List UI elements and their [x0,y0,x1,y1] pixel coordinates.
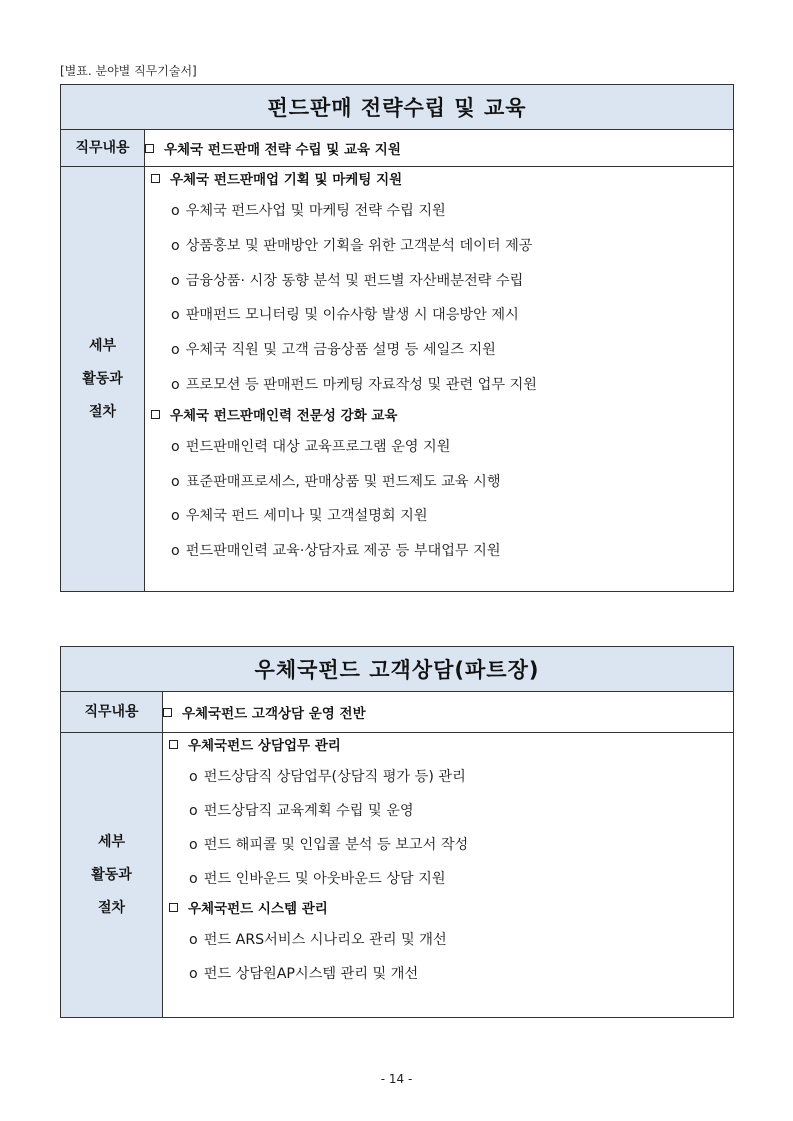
square-bullet-icon [151,174,160,183]
table-title: 우체국펀드 고객상담(파트장) [61,647,734,692]
detail-label-line: 세부 [88,337,117,354]
detail-label [61,167,145,592]
detail-label-line: 절차 [97,899,126,916]
list-item [145,333,733,368]
list-item-text: 펀드판매인력 교육·상담자료 제공 등 부대업무 지원 [185,543,501,560]
duty-content [145,130,734,167]
list-item-text: 펀드상담직 상담업무(상담직 평가 등) 관리 [203,769,466,785]
list-marker: o [189,932,198,948]
list-item-text: 펀드상담직 교육계획 수립 및 운영 [203,803,414,819]
list-item [145,298,733,333]
section-heading-text: 우체국 펀드판매업 기획 및 마케팅 지원 [170,172,403,188]
list-marker: o [171,508,180,525]
section-heading-text: 우체국펀드 상담업무 관리 [188,738,341,754]
list-marker: o [171,376,180,393]
table-title: 펀드판매 전략수립 및 교육 [61,85,734,130]
list-item [145,194,733,229]
list-item [145,368,733,403]
detail-label-line: 활동과 [82,370,123,387]
list-marker: o [189,966,198,982]
detail-content [163,733,734,1018]
list-item [163,957,733,991]
page-number: - 14 - [380,1072,413,1086]
list-item [163,794,733,828]
duty-label: 직무내용 [61,130,145,167]
list-item [163,923,733,957]
detail-label-line: 절차 [88,403,117,420]
duty-label: 직무내용 [61,692,163,733]
list-item-text: 펀드판매인력 대상 교육프로그램 운영 지원 [185,438,451,455]
square-bullet-icon [145,144,154,153]
section-heading [163,733,733,760]
list-item [163,828,733,862]
list-item [145,499,733,534]
list-marker: o [189,769,198,785]
list-item-text: 표준판매프로세스, 판매상품 및 펀드제도 교육 시행 [185,473,501,490]
list-item-text: 상품홍보 및 판매방안 기획을 위한 고객분석 데이터 제공 [185,237,533,254]
list-item [163,862,733,896]
section-heading-text: 우체국펀드 시스템 관리 [188,901,328,917]
job-table-1 [60,84,734,592]
list-item [145,534,733,569]
list-item-text: 펀드 인바운드 및 아웃바운드 상담 지원 [203,871,446,887]
list-marker: o [171,342,180,359]
square-bullet-icon [169,740,178,749]
list-marker: o [171,203,180,219]
list-item [145,229,733,264]
detail-content [145,167,734,592]
square-bullet-icon [151,410,160,419]
list-marker: o [171,237,180,254]
job-table-2 [60,646,734,1018]
list-marker: o [171,543,180,560]
duty-text: 우체국펀드 고객상담 운영 전반 [182,706,366,722]
section-heading-text: 우체국 펀드판매인력 전문성 강화 교육 [170,407,398,424]
list-marker: o [189,803,198,819]
list-marker: o [171,438,180,455]
list-marker: o [189,871,198,887]
list-marker: o [171,307,180,324]
duty-content [163,692,734,733]
list-marker: o [171,272,180,289]
detail-label-line: 세부 [97,833,126,850]
section-heading [145,167,733,194]
section-heading [145,403,733,430]
list-marker: o [189,837,198,853]
list-item-text: 펀드 ARS서비스 시나리오 관리 및 개선 [203,932,447,948]
list-item-text: 우체국 직원 및 고객 금융상품 설명 등 세일즈 지원 [185,342,496,359]
list-item-text: 판매펀드 모니터링 및 이슈사항 발생 시 대응방안 제시 [185,307,519,324]
list-item [163,760,733,794]
list-item-text: 펀드 해피콜 및 인입콜 분석 등 보고서 작성 [203,837,469,853]
list-item-text: 금융상품· 시장 동향 분석 및 펀드별 자산배분전략 수립 [185,272,524,289]
detail-label-line: 활동과 [91,866,132,883]
list-item-text: 펀드 상담원AP시스템 관리 및 개선 [203,966,419,982]
list-item [145,264,733,299]
list-item-text: 프로모션 등 판매펀드 마케팅 자료작성 및 관련 업무 지원 [185,376,537,393]
list-item-text: 우체국 펀드 세미나 및 고객설명회 지원 [185,508,428,525]
duty-text: 우체국 펀드판매 전략 수립 및 교육 지원 [164,142,401,158]
list-marker: o [171,473,180,490]
list-item [145,430,733,465]
list-item-text: 우체국 펀드사업 및 마케팅 전략 수립 지원 [185,203,446,219]
square-bullet-icon [163,708,172,717]
document-caption: [별표. 분야별 직무기술서] [60,64,197,78]
section-heading [163,896,733,923]
detail-label [61,733,163,1018]
square-bullet-icon [169,903,178,912]
list-item [145,465,733,500]
